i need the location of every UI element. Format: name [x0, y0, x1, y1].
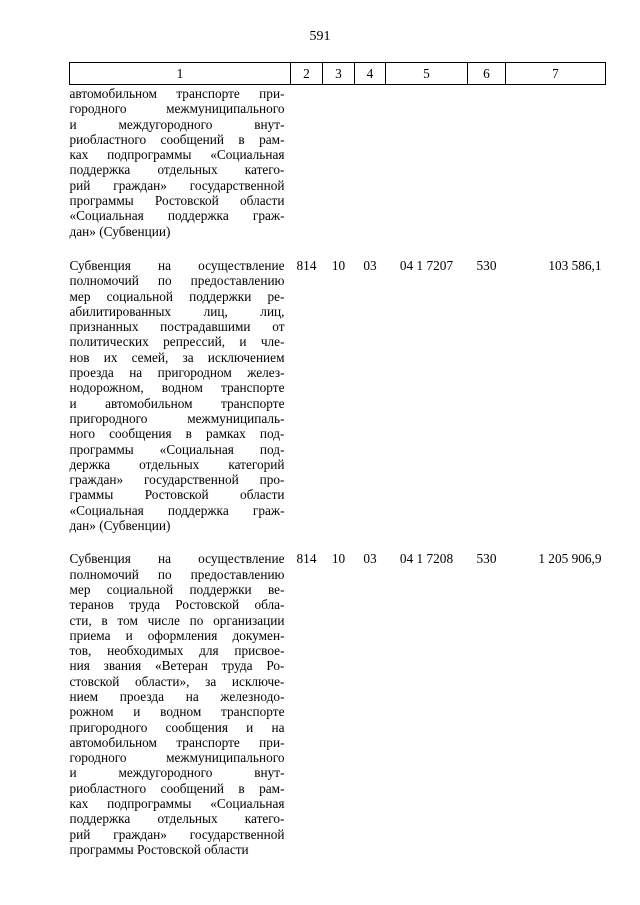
row-name-line: полномочий по предоставлению	[69, 566, 285, 582]
row-name-line: риобластного сообщений в рам-	[69, 131, 285, 147]
col-header-2: 2	[291, 63, 323, 85]
row-name-cell	[70, 551, 291, 875]
row-name-line: автомобильном транспорте при-	[69, 86, 285, 101]
row-name-line: держка отдельных категорий	[69, 456, 285, 472]
budget-table	[69, 62, 606, 875]
row-name-line: программы Ростовской области	[69, 841, 249, 857]
row-name-line: дан» (Субвенции)	[69, 518, 171, 534]
row-name-line: ках подпрограммы «Социальная	[69, 147, 285, 163]
row-name-cell	[70, 85, 291, 258]
row-name-line: рий граждан» государственной	[69, 826, 285, 842]
row-name-line: политических репрессий, и чле-	[69, 334, 285, 350]
row-name-line: ния звания «Ветеран труда Ро-	[69, 658, 285, 674]
col-header-6: 6	[468, 63, 506, 85]
row-name-line: нием проезда на железнодо-	[69, 688, 285, 704]
cell-c4: 03	[363, 257, 377, 273]
cell-c7	[506, 85, 606, 258]
cell-c2	[291, 85, 323, 258]
row-name-line: автомобильном транспорте при-	[69, 734, 285, 750]
row-name-line: нодорожном, водном транспорте	[69, 380, 285, 396]
row-name-line: рожном и водном транспорте	[69, 704, 285, 720]
table-row	[70, 85, 606, 258]
row-name-line: ках подпрограммы «Социальная	[69, 796, 285, 812]
row-name-line: программы «Социальная под-	[69, 441, 285, 457]
row-name-line: рий граждан» государственной	[69, 177, 285, 193]
row-name-line: полномочий по предоставлению	[69, 273, 285, 289]
row-name-line: пригородного сообщения и на	[69, 719, 285, 735]
row-name-line: и автомобильном транспорте	[69, 395, 285, 411]
row-name-line: граммы Ростовской области	[69, 487, 285, 503]
table-body	[70, 85, 606, 876]
cell-c3	[323, 85, 355, 258]
cell-c6: 530	[476, 551, 497, 567]
cell-c6: 530	[476, 257, 497, 273]
row-name-line: городного межмуниципального	[69, 101, 285, 117]
row-name-line: стовской области», за исключе-	[69, 673, 285, 689]
row-name-line: поддержка отдельных катего-	[69, 811, 285, 827]
row-name-line: дан» (Субвенции)	[69, 223, 171, 239]
cell-c2: 814	[296, 257, 317, 273]
cell-c6	[468, 85, 506, 258]
row-name-line: нов их семей, за исключением	[69, 349, 285, 365]
cell-c4: 03	[363, 551, 377, 567]
row-name-line: приема и оформления докумен-	[69, 627, 285, 643]
row-name-line: программы Ростовской области	[69, 193, 285, 209]
row-name-line: тов, необходимых для присвое-	[69, 643, 285, 659]
cell-c5	[386, 85, 468, 258]
row-name-line: признанных пострадавшими от	[69, 319, 285, 335]
row-name-line: Субвенция на осуществление	[69, 257, 285, 273]
cell-c4	[355, 85, 386, 258]
row-name-line: проезда на пригородном желез-	[69, 365, 285, 381]
col-header-5: 5	[386, 63, 468, 85]
row-name-line: пригородного межмуниципаль-	[69, 410, 285, 426]
cell-c3: 10	[331, 551, 346, 567]
col-header-1: 1	[70, 63, 291, 85]
header-row	[70, 63, 606, 85]
cell-c5: 04 1 7207	[399, 257, 454, 273]
row-name-line: и междугородного внут-	[69, 765, 285, 781]
cell-c7: 1 205 906,9	[538, 551, 602, 567]
cell-c5: 04 1 7208	[399, 551, 454, 567]
row-name-line: «Социальная поддержка граж-	[69, 208, 285, 224]
row-name-line: мер социальной поддержки ве-	[69, 581, 285, 597]
row-name-line: поддержка отдельных катего-	[69, 162, 285, 178]
cell-c3: 10	[331, 257, 346, 273]
row-name-line: ного сообщения в рамках под-	[69, 426, 285, 442]
row-name-line: городного межмуниципального	[69, 750, 285, 766]
cell-c2: 814	[296, 551, 317, 567]
row-name-line: Субвенция на осуществление	[69, 551, 285, 567]
row-name-line: абилитированных лиц, лиц,	[69, 303, 285, 319]
col-header-4: 4	[355, 63, 386, 85]
col-header-7: 7	[506, 63, 606, 85]
table-row	[70, 258, 606, 551]
cell-c7: 103 586,1	[548, 257, 602, 273]
row-name-line: «Социальная поддержка граж-	[69, 502, 285, 518]
row-name-line: теранов труда Ростовской обла-	[69, 597, 285, 613]
row-name-cell	[70, 258, 291, 551]
col-header-3: 3	[323, 63, 355, 85]
table-row	[70, 551, 606, 875]
row-name-line: риобластного сообщений в рам-	[69, 780, 285, 796]
row-name-line: мер социальной поддержки ре-	[69, 288, 285, 304]
row-name-line: сти, в том числе по организации	[69, 612, 285, 628]
row-name-line: и междугородного внут-	[69, 116, 285, 132]
row-name-line: граждан» государственной про-	[69, 472, 285, 488]
page-number: 591	[309, 29, 331, 44]
